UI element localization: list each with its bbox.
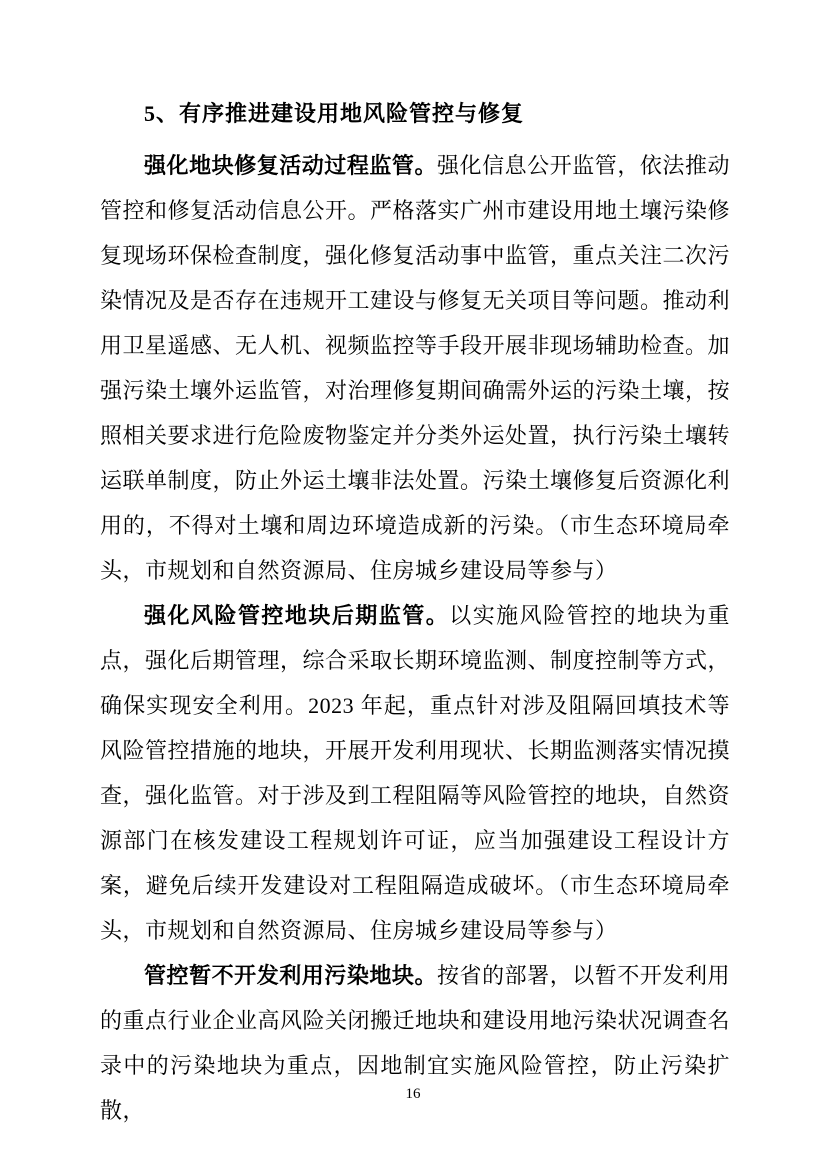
paragraph <box>100 143 730 593</box>
paragraph-lead: 管控暂不开发利用污染地块。 <box>144 963 438 988</box>
page-number: 16 <box>405 1086 421 1102</box>
paragraph <box>100 953 730 1133</box>
section-heading: 5、有序推进建设用地风险管控与修复 <box>144 101 525 126</box>
paragraph-body: 以实施风险管控的地块为重点，强化后期管理，综合采取长期环境监测、制度控制等方式，确保实现安全利用。2023 年起，重点针对涉及阻隔回填技术等风险管控措施的地块，开展开发利用现状、长期监测落实情况摸查，强化监管。对于涉及到工程阻隔等风险管控的地块，自然资源部门在核发建设工程规划许可证，应当加强建设工程设计方案，避免后续开发建设对工程阻隔造成破坏。（市生态环境局牵头，市规划和自然资源局、住房城乡建设局等参与） <box>100 603 731 943</box>
paragraph-lead: 强化地块修复活动过程监管。 <box>144 153 438 178</box>
paragraph-lead: 强化风险管控地块后期监管。 <box>144 603 450 628</box>
paragraph-body: 按省的部署，以暂不开发利用的重点行业企业高风险关闭搬迁地块和建设用地污染状况调查名录中的污染地块为重点，因地制宜实施风险管控，防止污染扩散， <box>100 963 731 1123</box>
paragraph <box>100 593 730 953</box>
paragraph-body: 强化信息公开监管，依法推动管控和修复活动信息公开。严格落实广州市建设用地土壤污染修复现场环保检查制度，强化修复活动事中监管，重点关注二次污染情况及是否存在违规开工建设与修复无关项目等问题。推动利用卫星遥感、无人机、视频监控等手段开展非现场辅助检查。加强污染土壤外运监管，对治理修复期间确需外运的污染土壤，按照相关要求进行危险废物鉴定并分类外运处置，执行污染土壤转运联单制度，防止外运土壤非法处置。污染土壤修复后资源化利用的，不得对土壤和周边环境造成新的污染。（市生态环境局牵头，市规划和自然资源局、住房城乡建设局等参与） <box>100 153 731 583</box>
